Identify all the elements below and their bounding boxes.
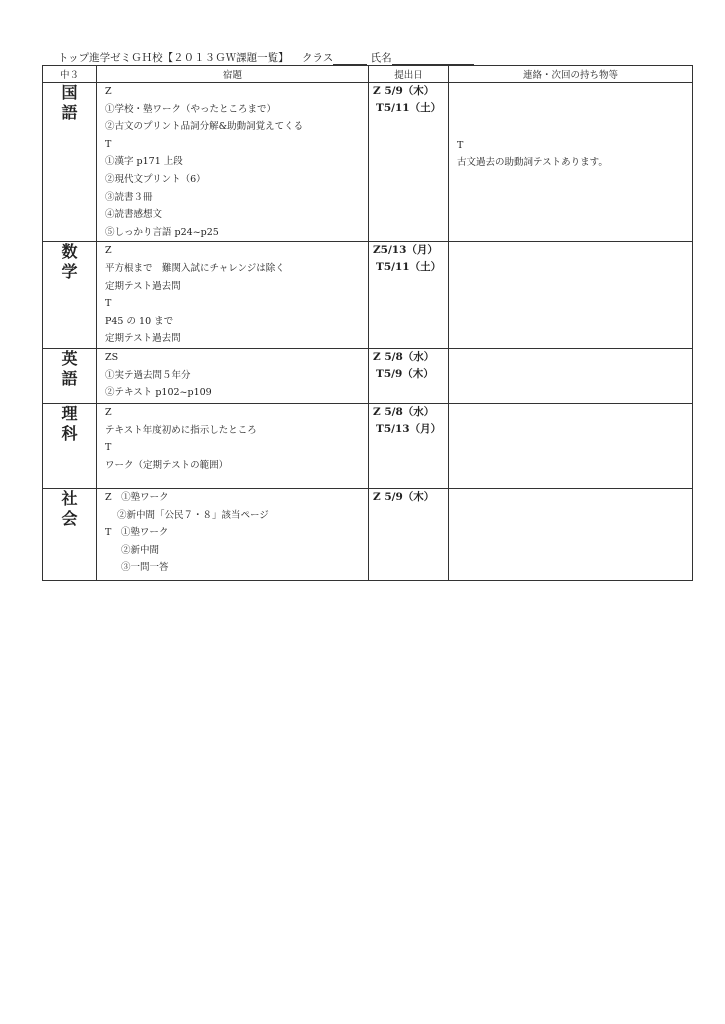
homework-cell <box>97 83 369 242</box>
class-blank <box>333 53 367 65</box>
notes-cell <box>449 403 693 488</box>
homework-cell <box>97 348 369 403</box>
notes-cell <box>449 348 693 403</box>
subject-name: 数学 <box>61 242 78 282</box>
note-line: 古文過去の助動詞テストあります。 <box>457 157 608 168</box>
subject-cell <box>43 242 97 349</box>
homework-line: ③読書３冊 <box>105 191 153 203</box>
homework-line: ZS <box>105 351 119 363</box>
homework-line: Z <box>105 406 112 418</box>
subject-name: 社会 <box>61 488 78 528</box>
name-label: 氏名 <box>370 52 392 64</box>
due-date-cell <box>369 348 449 403</box>
homework-line: ②新中間「公民７・８」該当ページ <box>117 509 269 521</box>
homework-line: P45 の 10 まで <box>105 315 174 327</box>
due-date-cell <box>369 83 449 242</box>
table-row-math <box>43 242 693 349</box>
table-row-japanese <box>43 83 693 242</box>
homework-table <box>42 65 693 581</box>
due-date: T5/11（土） <box>376 261 442 274</box>
homework-line: ワーク（定期テストの範囲） <box>105 459 229 471</box>
notes-cell <box>449 242 693 349</box>
homework-line: T <box>105 298 112 310</box>
due-date: Z 5/8（水） <box>373 350 435 363</box>
homework-line: T ①塾ワーク <box>105 527 169 539</box>
due-date: Z5/13（月） <box>373 244 438 257</box>
subject-cell <box>43 403 97 488</box>
homework-line: ①実テ過去問５年分 <box>105 369 191 381</box>
due-date: Z 5/8（水） <box>373 405 435 418</box>
subject-cell <box>43 488 97 580</box>
due-date: T5/13（月） <box>376 422 442 435</box>
homework-line: ②古文のプリント品詞分解&助動詞覚えてくる <box>105 121 304 133</box>
homework-line: 定期テスト過去問 <box>105 280 181 292</box>
document-title: トップ進学ゼミＧＨ校【２０１３ＧＷ課題一覧】 <box>58 52 289 64</box>
subject-cell <box>43 83 97 242</box>
subject-cell <box>43 348 97 403</box>
homework-line: Z <box>105 245 112 257</box>
header-homework: 宿題 <box>97 66 369 83</box>
homework-line: ④読書感想文 <box>105 209 163 221</box>
subject-name: 英語 <box>61 348 78 388</box>
homework-line: ②テキスト p102~p109 <box>105 387 212 399</box>
homework-line: テキスト年度初めに指示したところ <box>105 424 257 436</box>
due-date-cell <box>369 403 449 488</box>
homework-line: ②現代文プリント（6） <box>105 173 206 185</box>
table-row-science <box>43 403 693 488</box>
homework-line: Z ①塾ワーク <box>105 491 169 503</box>
homework-cell <box>97 403 369 488</box>
homework-cell <box>97 488 369 580</box>
homework-line: T <box>105 442 112 454</box>
table-header-row <box>43 66 693 83</box>
due-date-cell <box>369 242 449 349</box>
homework-line: 平方根まで 難関入試にチャレンジは除く <box>105 262 285 274</box>
homework-line: ②新中間 <box>121 544 160 556</box>
due-date: Z 5/9（木） <box>373 490 435 503</box>
notes-cell <box>449 83 693 242</box>
homework-line: T <box>105 138 112 150</box>
note-line: T <box>457 140 464 151</box>
homework-line: ⑤しっかり言語 p24~p25 <box>105 226 219 238</box>
notes-cell <box>449 488 693 580</box>
header-due-date: 提出日 <box>369 66 449 83</box>
table-row-english <box>43 348 693 403</box>
due-date-cell <box>369 488 449 580</box>
subject-name: 国語 <box>61 83 78 122</box>
homework-line: ①学校・塾ワーク（やったところまで） <box>105 103 277 115</box>
table-row-social-studies <box>43 488 693 580</box>
due-date: Z 5/9（木） <box>373 85 435 97</box>
homework-line: ③一問一答 <box>121 562 169 574</box>
due-date: T5/11（土） <box>376 102 442 114</box>
header-notes: 連絡・次回の持ち物等 <box>449 66 693 83</box>
homework-line: 定期テスト過去問 <box>105 333 181 345</box>
document-header <box>58 50 474 65</box>
class-label: クラス <box>302 52 334 64</box>
name-blank <box>392 53 474 65</box>
subject-name: 理科 <box>61 403 78 443</box>
header-grade: 中３ <box>43 66 97 83</box>
homework-line: ①漢字 p171 上段 <box>105 156 183 168</box>
due-date: T5/9（木） <box>376 367 434 380</box>
homework-cell <box>97 242 369 349</box>
homework-line: Z <box>105 86 112 97</box>
